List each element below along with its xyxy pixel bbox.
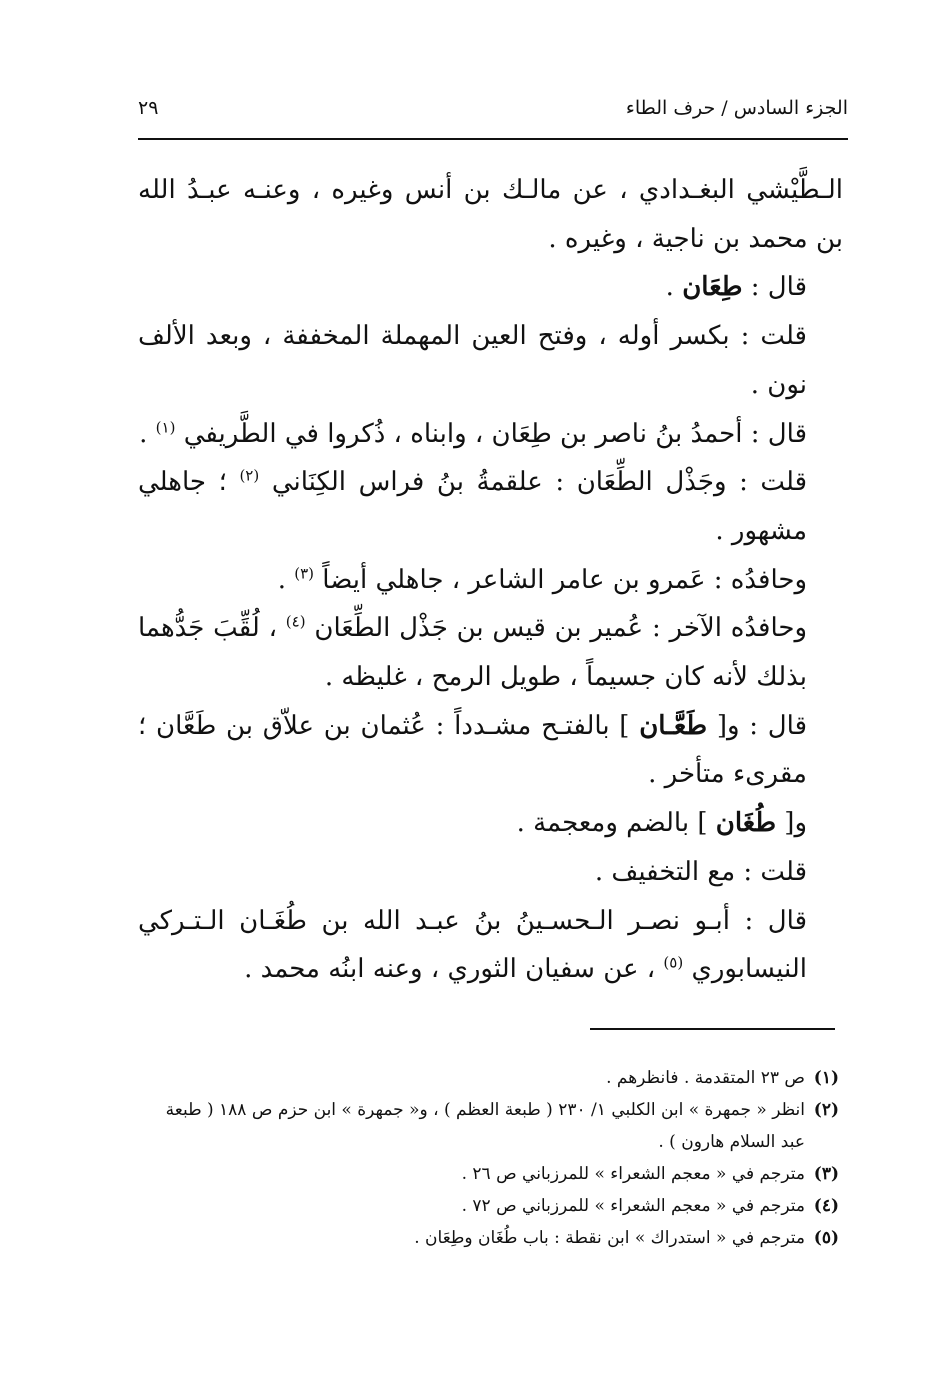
- header-divider: [138, 138, 848, 140]
- footnote-text: مترجم في « معجم الشعراء » للمرزباني ص ٧٢ .: [461, 1196, 805, 1216]
- main-text: [138, 166, 843, 994]
- footnote-number: (٥): [813, 1228, 839, 1248]
- footnote-number: (٤): [813, 1196, 839, 1216]
- paragraph-9: و[ طُغَان ] بالضم ومعجمة .: [516, 808, 807, 839]
- footnote-ref: (١): [155, 417, 176, 436]
- paragraph-8: قال : و[ طَعَّـان ] بالفتـح مشـدداً : عُثمان بن علاّق بن طَعَّان ؛ مقرىء متأخر .: [138, 710, 807, 790]
- footnote-text: مترجم في « استدراك » ابن نقطة : باب طُغَان وطِعَان .: [414, 1228, 805, 1248]
- running-header: [138, 86, 848, 130]
- paragraph-1: الـطَّيْشي البغـدادي ، عن مالـك بن أنس وغيره ، وعنـه عبـدُ الله بن محمد بن ناجية ، وغيره .: [138, 175, 843, 254]
- paragraph-4: قال : أحمدُ بنُ ناصر بن طِعَان ، وابناه ، ذُكروا في الطَّريفي $^{(١)}$ .: [139, 417, 807, 449]
- footnote-number: (٢): [813, 1100, 839, 1120]
- paragraph-3: قلت : بكسر أوله ، وفتح العين المهملة المخففة ، وبعد الألف نون .: [138, 321, 807, 400]
- footnote-ref: (٢): [239, 466, 260, 485]
- footnote-text: مترجم في « معجم الشعراء » للمرزباني ص ٢٦ .: [461, 1164, 805, 1184]
- footnote-number: (٣): [813, 1164, 839, 1184]
- footnotes: [138, 1062, 843, 1254]
- footnote: [138, 1222, 843, 1254]
- keyword: طُغَان: [715, 808, 777, 839]
- footnote: [138, 1190, 843, 1222]
- paragraph-5: قلت : وجَذْل الطِّعَان : علقمةُ بنُ فراس الكِنَاني $^{(٢)}$ ؛ جاهلي مشهور .: [138, 466, 808, 546]
- paragraph-10: قلت : مع التخفيف .: [594, 856, 807, 887]
- paragraph-11: قال : أبـو نصـر الـحسـينُ بنُ عبـد الله بن طُغَـان الـتـركي النيسابوري $^{(٥)}$ ، عن سفيان الثوري ، وعنه ابنُه محمد .: [138, 905, 807, 985]
- footnote: [138, 1062, 843, 1094]
- paragraph-7: وحافدُه الآخر : عُمير بن قيس بن جَذْل الطِّعَان $^{(٤)}$ ، لُقِّبَ جَدُّهما بذلك لأنه كان جسيماً ، طويل الرمح ، غليظه .: [138, 612, 808, 693]
- footnote-divider: [590, 1028, 835, 1030]
- section-title: الجزء السادس / حرف الطاء: [625, 97, 848, 119]
- keyword: طِعَان: [682, 272, 743, 303]
- footnote-number: (١): [813, 1068, 839, 1088]
- page-number: ٢٩: [138, 97, 159, 119]
- footnote: [138, 1094, 843, 1158]
- footnote-ref: (٣): [294, 563, 314, 582]
- footnote-ref: (٤): [285, 612, 306, 631]
- footnote-ref: (٥): [663, 953, 684, 972]
- keyword: طَعَّـان: [639, 710, 708, 741]
- footnote-text: انظر « جمهرة » ابن الكلبي ١/ ٢٣٠ ( طبعة العظم ) ، و« جمهرة » ابن حزم ص ١٨٨ ( طبعة عبد السلام هارون ) .: [165, 1100, 805, 1152]
- paragraph-2: قال : طِعَان .: [665, 272, 807, 303]
- paragraph-6: وحافدُه : عَمرو بن عامر الشاعر ، جاهلي أيضاً $^{(٣)}$ .: [277, 563, 807, 595]
- footnote: [138, 1158, 843, 1190]
- footnote-text: ص ٢٣ المتقدمة . فانظرهم .: [606, 1068, 805, 1088]
